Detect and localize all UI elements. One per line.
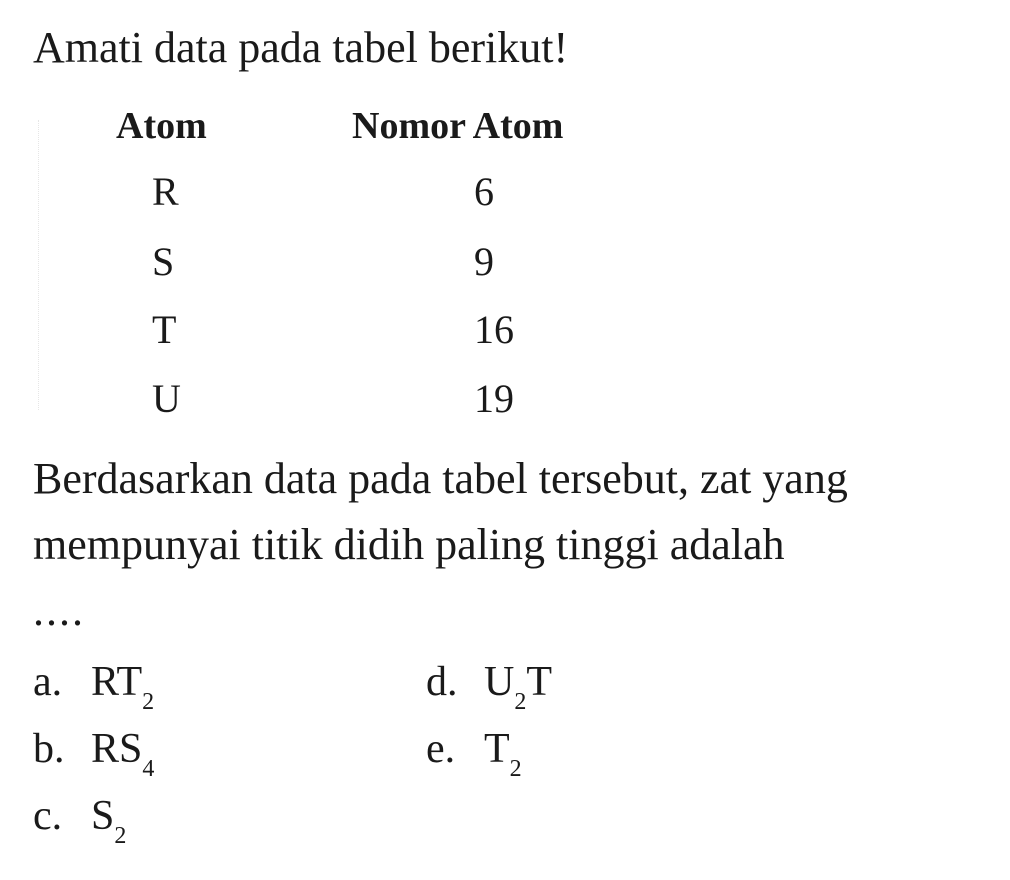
option-b[interactable] xyxy=(33,724,154,794)
option-formula-subscript: 2 xyxy=(142,689,155,715)
option-letter: d. xyxy=(426,659,458,705)
table-cell-number: 16 xyxy=(474,307,514,352)
question-text: Berdasarkan data pada tabel tersebut, zat yang mempunyai titik didih paling tinggi adalah xyxy=(33,454,848,569)
option-formula-base: S xyxy=(91,793,115,839)
table-cell-atom: S xyxy=(152,239,175,284)
table-cell-number: 19 xyxy=(474,376,514,421)
table-cell-atom: R xyxy=(152,169,179,214)
option-formula-subscript: 4 xyxy=(142,756,155,782)
option-a[interactable] xyxy=(33,657,154,727)
table-cell-atom: U xyxy=(152,376,181,421)
option-letter: b. xyxy=(33,726,65,772)
option-letter: c. xyxy=(33,793,63,839)
option-e[interactable] xyxy=(426,724,522,794)
option-formula-base: RS xyxy=(91,726,143,772)
option-c[interactable] xyxy=(33,791,126,861)
table-cell-number: 6 xyxy=(474,169,494,214)
option-formula-subscript: 2 xyxy=(514,689,527,715)
option-formula-after: T xyxy=(526,659,552,705)
option-formula-base: U xyxy=(484,659,515,705)
option-letter: e. xyxy=(426,726,456,772)
option-formula-subscript: 2 xyxy=(114,823,127,849)
option-formula-base: RT xyxy=(91,659,143,705)
option-d[interactable] xyxy=(426,657,552,727)
table-header-nomor-atom: Nomor Atom xyxy=(352,105,564,147)
table-cell-number: 9 xyxy=(474,239,494,284)
table-header-atom: Atom xyxy=(116,105,207,147)
option-letter: a. xyxy=(33,659,63,705)
table-cell-atom: T xyxy=(152,307,177,352)
option-formula-base: T xyxy=(484,726,510,772)
question xyxy=(33,446,973,644)
question-ellipsis: .... xyxy=(33,586,85,635)
option-formula-subscript: 2 xyxy=(509,756,522,782)
scan-artifact-line xyxy=(38,120,39,410)
intro-text: Amati data pada tabel berikut! xyxy=(33,23,569,72)
